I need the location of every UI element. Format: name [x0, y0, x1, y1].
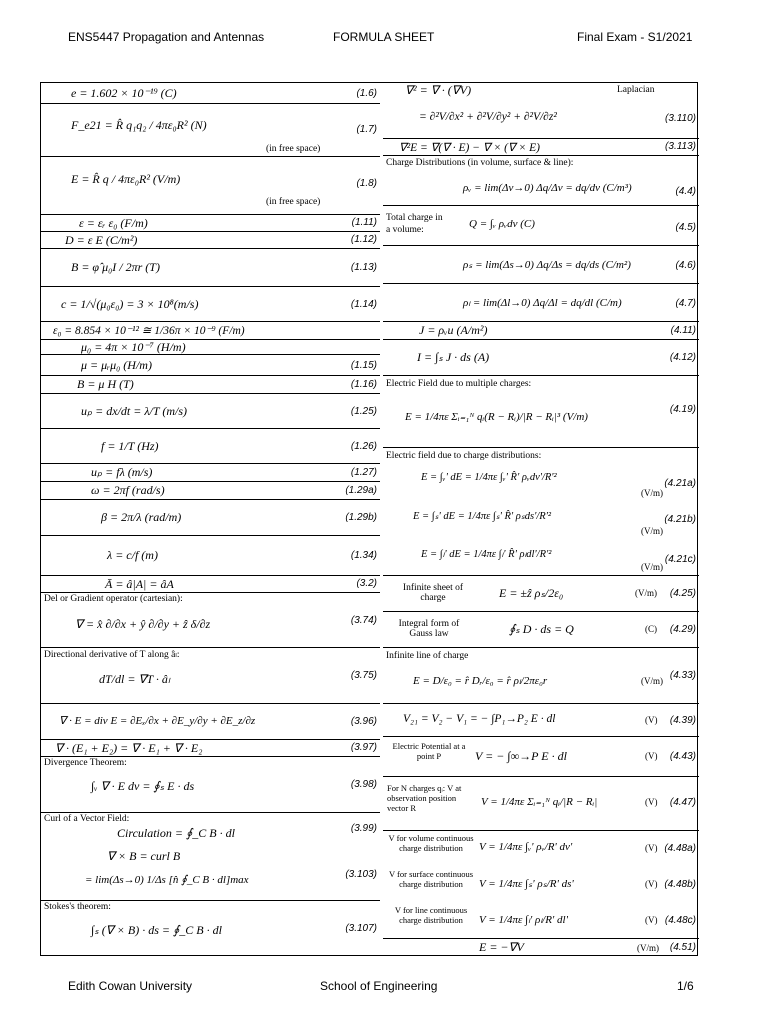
equation: V = 1/4πε ∫ᵥ' ρᵥ/R' dv': [479, 841, 573, 853]
label: Infinite sheet of charge: [402, 583, 464, 603]
unit: (V/m): [641, 526, 663, 536]
equation: ρᵥ = lim(Δv→0) Δq/Δv = dq/dv (C/m³): [463, 182, 632, 194]
formula-row: [383, 139, 699, 156]
note: (in free space): [266, 144, 321, 154]
formula-row: [383, 99, 699, 139]
equation-number: (1.29b): [345, 512, 377, 523]
section-title: Charge Distributions (in volume, surface & line):: [386, 158, 574, 168]
equation: ∇ = x̂ ∂/∂x + ŷ ∂/∂y + ẑ δ/∂z: [75, 617, 211, 631]
unit: (V): [645, 797, 658, 807]
equation: E = D/ε₀ = r̂ Dᵣ/ε₀ = r̂ ρₗ/2πε₀r: [413, 675, 548, 687]
equation: ε = εᵣ ε₀ (F/m): [79, 216, 148, 230]
equation: B = μ H (T): [77, 377, 134, 391]
section-title: Directional derivative of T along âₗ:: [44, 650, 180, 660]
equation-number: (3.75): [350, 670, 377, 681]
equation-number: (3.97): [350, 742, 377, 753]
equation: μ₀ = 4π × 10⁻⁷ (H/m): [81, 340, 186, 354]
formula-row: [41, 83, 380, 104]
page-footer: [0, 979, 768, 995]
formula-row: [383, 648, 699, 704]
equation-number: (1.8): [356, 178, 377, 189]
equation: uₚ = dx/dt = λ/T (m/s): [81, 404, 187, 418]
equation: β = 2π/λ (rad/m): [101, 510, 182, 524]
formula-row: [41, 376, 380, 394]
equation-number: (1.13): [350, 262, 377, 273]
formula-row: [383, 939, 699, 957]
equation-number: (1.12): [350, 234, 377, 245]
equation: E = ∫ᵥ' dE = 1/4πε ∫ᵥ' R̂' ρᵥdv'/R'²: [421, 472, 557, 483]
equation: E = ∫ₛ' dE = 1/4πε ∫ₛ' R̂' ρₛds'/R'²: [413, 511, 552, 522]
formula-row: [383, 448, 699, 576]
equation: ∇² = ∇ · (∇V): [405, 83, 472, 97]
equation: Q = ∫ᵥ ρᵥdv (C): [469, 218, 535, 230]
formula-row: [41, 232, 380, 249]
equation-number: (4.39): [669, 715, 696, 726]
unit: (V): [645, 843, 658, 853]
equation-number: (1.7): [356, 124, 377, 135]
formula-row: [41, 901, 380, 957]
unit: (V/m): [641, 488, 663, 498]
section-title: Del or Gradient operator (cartesian):: [44, 594, 183, 604]
unit: (V): [645, 879, 658, 889]
equation: V₂₁ = V₂ − V₁ = − ∫P₁→P₂ E · dl: [403, 713, 556, 725]
label: Laplacian: [617, 85, 655, 95]
label: Integral form of Gauss law: [398, 619, 460, 639]
equation: ∇ · (E₁ + E₂) = ∇ · E₁ + ∇ · E₂: [55, 741, 203, 755]
equation-number: (4.21b): [664, 514, 696, 525]
equation-number: (1.16): [350, 379, 377, 390]
equation: I = ∫ₛ J · ds (A): [417, 350, 490, 364]
equation-number: (3.74): [350, 615, 377, 626]
formula-row: [383, 322, 699, 340]
note: (in free space): [266, 197, 321, 207]
label: For N charges qᵢ: V at observation position vector R: [387, 783, 462, 813]
equation-number: (3.113): [665, 141, 696, 152]
equation-number: (4.5): [675, 222, 696, 233]
formula-row: [41, 287, 380, 322]
equation-number: (4.21c): [664, 554, 696, 565]
equation: V = 1/4πε Σᵢ₌₁ᴺ qᵢ/|R − Rᵢ|: [481, 796, 598, 808]
formula-row: [41, 104, 380, 157]
formula-row: [41, 704, 380, 740]
equation: c = 1/√(μ₀ε₀) = 3 × 10⁸(m/s): [61, 297, 199, 311]
formula-row: [383, 831, 699, 867]
formula-row: [383, 612, 699, 648]
equation-number: (1.26): [350, 441, 377, 452]
formula-row: [383, 156, 699, 206]
equation: ∇²E = ∇(∇ · E) − ∇ × (∇ × E): [399, 142, 540, 154]
equation: ∫ₛ (∇ × B) · ds = ∮_C B · dl: [91, 923, 222, 937]
formula-row: [41, 215, 380, 232]
school-name: School of Engineering: [320, 979, 438, 993]
formula-row: [41, 757, 380, 813]
equation: ∮ₛ D · ds = Q: [509, 622, 574, 636]
equation: E = R̂ q / 4πε₀R² (V/m): [71, 172, 181, 186]
label: Total charge in a volume:: [386, 213, 443, 235]
equation-number: (3.107): [345, 923, 377, 934]
equation: ρₛ = lim(Δs→0) Δq/Δs = dq/ds (C/m²): [463, 259, 631, 271]
formula-row: [41, 157, 380, 215]
formula-table: [40, 82, 698, 956]
equation: V = − ∫∞→P E · dl: [475, 749, 567, 763]
formula-row: [41, 322, 380, 340]
equation: E = 1/4πε Σᵢ₌₁ᴺ qᵢ(R − Rᵢ)/|R − Rᵢ|³ (V/m): [405, 411, 588, 423]
formula-row: [383, 206, 699, 246]
section-title: Electric Field due to multiple charges:: [386, 379, 532, 389]
equation: = ∂²V/∂x² + ∂²V/∂y² + ∂²V/∂z²: [419, 111, 557, 123]
label: Electric Potential at a point P: [392, 741, 466, 761]
equation: ρₗ = lim(Δl→0) Δq/Δl = dq/dl (C/m): [463, 297, 622, 309]
label: V for line continuous charge distribution: [394, 905, 468, 925]
equation-number: (1.14): [350, 299, 377, 310]
equation: E = ∫ₗ' dE = 1/4πε ∫ₗ' R̂' ρₗdl'/R'²: [421, 549, 552, 560]
equation: uₚ = fλ (m/s): [91, 465, 153, 479]
formula-row: [41, 464, 380, 482]
formula-row: [41, 355, 380, 376]
formula-row: [383, 867, 699, 903]
university-name: Edith Cowan University: [68, 979, 193, 993]
equation-number: (4.47): [669, 797, 696, 808]
formula-row: [383, 340, 699, 376]
equation: B = φ̂ μ₀I / 2πr (T): [71, 260, 160, 274]
equation: D = ε E (C/m²): [65, 233, 138, 247]
equation-number: (4.29): [669, 624, 696, 635]
equation-number: (4.6): [675, 260, 696, 271]
section-title: Stokes's theorem:: [44, 902, 111, 912]
equation-number: (3.99): [350, 823, 377, 834]
equation-number: (4.25): [669, 588, 696, 599]
sheet-title: FORMULA SHEET: [333, 30, 435, 44]
equation-number: (3.110): [665, 113, 696, 124]
label: V for surface continuous charge distribution: [388, 869, 474, 889]
equation-number: (3.103): [345, 869, 377, 880]
formula-row: [383, 284, 699, 322]
unit: (V): [645, 915, 658, 925]
equation: ∫ᵥ ∇ · E dv = ∮ₛ E · ds: [91, 779, 195, 793]
unit: (C): [645, 624, 657, 634]
equation-number: (4.7): [675, 298, 696, 309]
equation: ∇ · E = div E = ∂Eₓ/∂x + ∂E_y/∂y + ∂E_z/∂z: [59, 715, 256, 727]
formula-row: [383, 737, 699, 777]
equation-number: (4.12): [669, 352, 696, 363]
section-title: Curl of a Vector Field:: [44, 814, 130, 824]
equation-number: (3.2): [356, 578, 377, 589]
equation: f = 1/T (Hz): [101, 439, 159, 453]
unit: (V/m): [641, 562, 663, 572]
formula-row: [383, 903, 699, 939]
page-number: 1/6: [677, 979, 694, 993]
label: V for volume continuous charge distribution: [388, 833, 474, 853]
equation: V = 1/4πε ∫ₛ' ρₛ/R' ds': [479, 878, 574, 890]
equation: ω = 2πf (rad/s): [91, 483, 165, 497]
equation: μ = μᵣμ₀ (H/m): [81, 358, 152, 372]
equation: ε₀ = 8.854 × 10⁻¹² ≅ 1/36π × 10⁻⁹ (F/m): [53, 325, 245, 337]
equation-number: (1.6): [356, 88, 377, 99]
equation-number: (1.25): [350, 406, 377, 417]
formula-row: [41, 648, 380, 704]
unit: (V/m): [641, 676, 663, 686]
equation-number: (1.15): [350, 360, 377, 371]
formula-row: [41, 576, 380, 593]
formula-row: [383, 83, 699, 99]
equation-number: (1.27): [350, 467, 377, 478]
equation-number: (1.29a): [345, 485, 377, 496]
exam-name: Final Exam - S1/2021: [577, 30, 693, 44]
equation-number: (4.19): [669, 404, 696, 415]
equation-number: (1.11): [351, 217, 377, 228]
unit: (V): [645, 715, 658, 725]
formula-row: [383, 777, 699, 831]
course-name: ENS5447 Propagation and Antennas: [68, 30, 265, 44]
equation: dT/dl = ∇T · âₗ: [99, 672, 170, 686]
equation-number: (3.96): [350, 716, 377, 727]
equation-number: (4.43): [669, 751, 696, 762]
formula-row: [383, 704, 699, 737]
section-title: Divergence Theorem:: [44, 758, 127, 768]
section-title: Infinite line of charge: [386, 651, 469, 661]
equation: J = ρᵥu (A/m²): [419, 323, 488, 337]
formula-row: [41, 482, 380, 500]
equation-number: (4.4): [675, 186, 696, 197]
equation: Ā = â|A| = âA: [105, 577, 174, 591]
formula-row: [41, 429, 380, 464]
unit: (V/m): [637, 943, 659, 953]
equation-number: (4.48a): [664, 843, 696, 854]
equation: Circulation = ∮_C B · dl: [117, 826, 235, 840]
equation-number: (4.21a): [664, 478, 696, 489]
equation: E = ±ẑ ρₛ/2ε₀: [499, 586, 564, 600]
equation: e = 1.602 × 10⁻¹⁹ (C): [71, 86, 177, 100]
formula-row: [41, 536, 380, 576]
equation-number: (4.33): [669, 670, 696, 681]
formula-row: [41, 340, 380, 355]
equation-number: (4.48b): [664, 879, 696, 890]
formula-row: [41, 593, 380, 648]
unit: (V): [645, 751, 658, 761]
equation-number: (3.98): [350, 779, 377, 790]
section-title: Electric field due to charge distributions:: [386, 451, 542, 461]
equation-number: (4.51): [669, 942, 696, 953]
equation: ∇ × B = curl B: [107, 849, 181, 863]
formula-row: [41, 813, 380, 901]
formula-row: [41, 394, 380, 429]
equation-number: (1.34): [350, 550, 377, 561]
formula-row: [41, 249, 380, 287]
formula-row: [41, 740, 380, 757]
page-header: [0, 30, 768, 46]
formula-row: [41, 500, 380, 536]
formula-row: [383, 376, 699, 448]
equation: = lim(Δs→0) 1/Δs [n̂ ∮_C B · dl]max: [85, 874, 249, 886]
equation-number: (4.48c): [664, 915, 696, 926]
formula-row: [383, 246, 699, 284]
formula-row: [383, 576, 699, 612]
unit: (V/m): [635, 588, 657, 598]
equation: E = −∇V: [479, 940, 524, 954]
equation: F_e21 = R̂ q₁q₂ / 4πε₀R² (N): [71, 118, 207, 132]
equation: V = 1/4πε ∫ₗ' ρₗ/R' dl': [479, 914, 568, 926]
equation-number: (4.11): [670, 325, 696, 336]
equation: λ = c/f (m): [107, 548, 158, 562]
